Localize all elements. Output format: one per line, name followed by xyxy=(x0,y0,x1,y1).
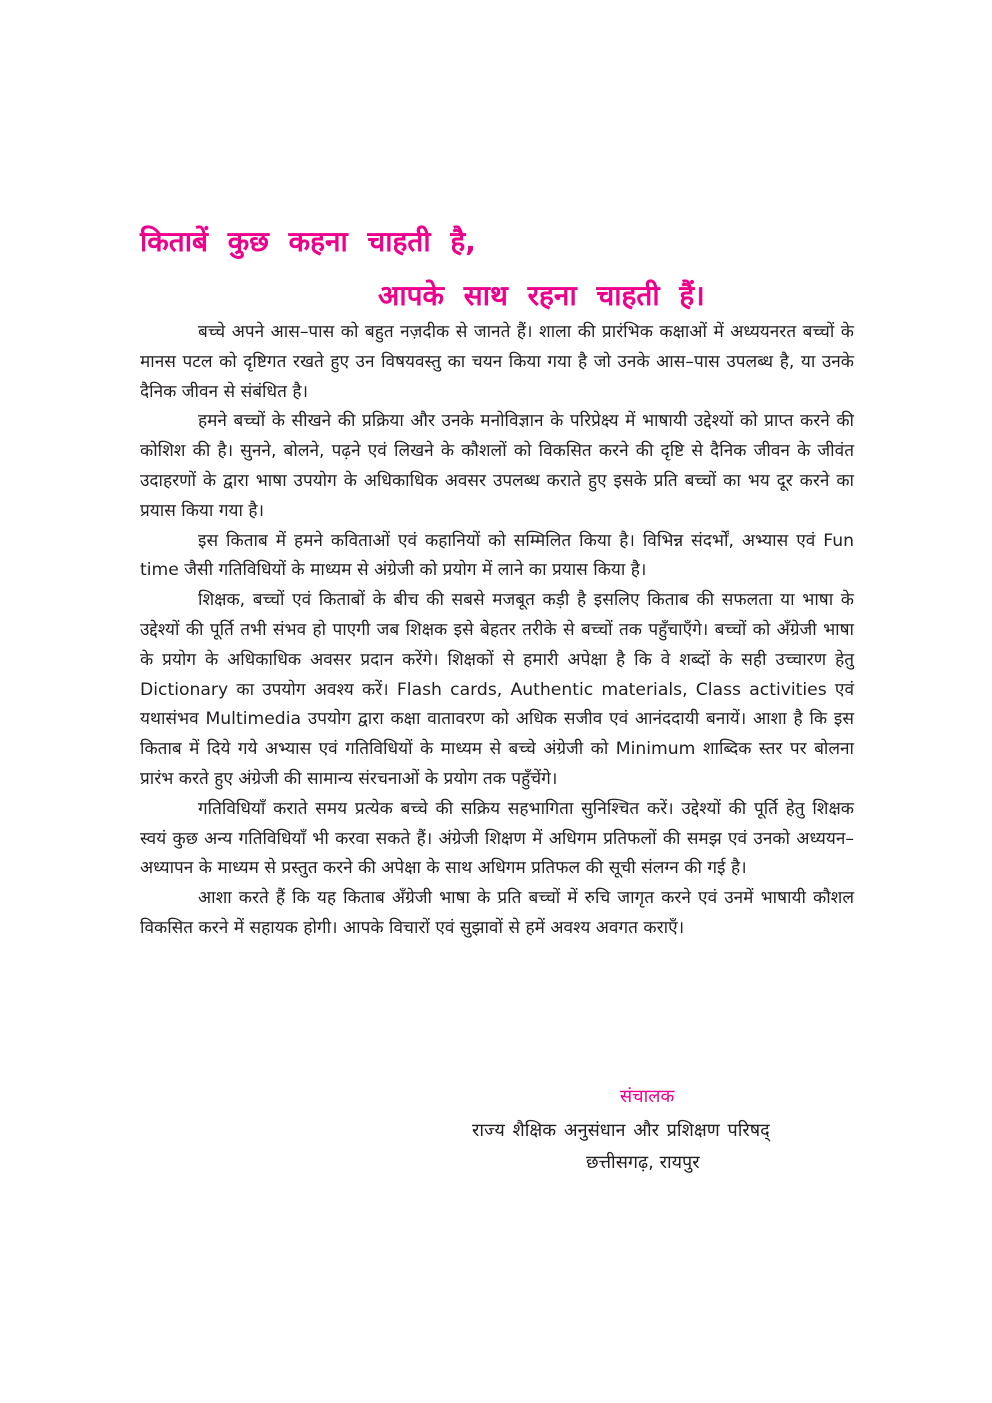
signature-block xyxy=(440,1082,870,1182)
signatory-organization: राज्य शैक्षिक अनुसंधान और प्रशिक्षण परिषद् xyxy=(472,1120,770,1141)
paragraph-2: हमने बच्चों के सीखने की प्रक्रिया और उनके मनोविज्ञान के परिप्रेक्ष्य में भाषायी उद्देश्यों को प्राप्त करने की कोशिश की है। सुनने, बोलने, पढ़ने एवं लिखने के कौशलों को विकसित करने की दृष्टि से दैनिक जीवन के जीवंत उदाहरणों के द्वारा भाषा उपयोग के अधिकाधिक अवसर उपलब्ध कराते हुए इसके प्रति बच्चों का भय दूर करने का प्रयास किया गया है। xyxy=(140,411,854,521)
signatory-place: छत्तीसगढ़, रायपुर xyxy=(586,1152,700,1173)
foreword-heading xyxy=(140,222,860,322)
paragraph-4: शिक्षक, बच्चों एवं किताबों के बीच की सबसे मजबूत कड़ी है इसलिए किताब की सफलता या भाषा के उद्देश्यों की पूर्ति तभी संभव हो पाएगी जब शिक्षक इसे बेहतर तरीके से बच्चों तक पहुँचाएँगे। बच्चों को अँग्रेजी भाषा के प्रयोग के अधिकाधिक अवसर प्रदान करेंगे। शिक्षकों से हमारी अपेक्षा है कि वे शब्दों के सही उच्चारण हेतु Dictionary का उपयोग अवश्य करें। Flash cards, Authentic materials, Class activities एवं यथासंभव Multimedia उपयोग द्वारा कक्षा वातावरण को अधिक सजीव एवं आनंददायी बनायें। आशा है कि इस किताब में दिये गये अभ्यास एवं गतिविधियों के माध्यम से बच्चे अंग्रेजी को Minimum शाब्दिक स्तर पर बोलना प्रारंभ करते हुए अंग्रेजी की सामान्य संरचनाओं के प्रयोग तक पहुँचेंगे। xyxy=(140,590,854,789)
foreword-body xyxy=(140,318,854,944)
heading-line-2: आपके साथ रहना चाहती हैं। xyxy=(378,279,705,312)
paragraph-6: आशा करते हैं कि यह किताब अँग्रेजी भाषा के प्रति बच्चों में रुचि जागृत करने एवं उनमें भाषायी कौशल विकसित करने में सहायक होगी। आपके विचारों एवं सुझावों से हमें अवश्य अवगत कराएँ। xyxy=(140,888,854,938)
paragraph-1: बच्चे अपने आस–पास को बहुत नज़दीक से जानते हैं। शाला की प्रारंभिक कक्षाओं में अध्ययनरत बच्चों के मानस पटल को दृष्टिगत रखते हुए उन विषयवस्तु का चयन किया गया है जो उनके आस–पास उपलब्ध है, या उनके दैनिक जीवन से संबंधित है। xyxy=(140,322,854,402)
heading-line-1: किताबें कुछ कहना चाहती है, xyxy=(140,225,476,258)
paragraph-3: इस किताब में हमने कविताओं एवं कहानियों को सम्मिलित किया है। विभिन्न संदर्भों, अभ्यास एवं Fun time जैसी गतिविधियों के माध्यम से अंग्रेजी को प्रयोग में लाने का प्रयास किया है। xyxy=(140,530,854,581)
signatory-designation: संचालक xyxy=(620,1086,675,1107)
paragraph-5: गतिविधियाँ कराते समय प्रत्येक बच्चे की सक्रिय सहभागिता सुनिश्चित करें। उद्देश्यों की पूर्ति हेतु शिक्षक स्वयं कुछ अन्य गतिविधियाँ भी करवा सकते हैं। अंग्रेजी शिक्षण में अधिगम प्रतिफलों की समझ एवं उनको अध्ययन–अध्यापन के माध्यम से प्रस्तुत करने की अपेक्षा के साथ अधिगम प्रतिफल की सूची संलग्न की गई है। xyxy=(140,798,854,879)
